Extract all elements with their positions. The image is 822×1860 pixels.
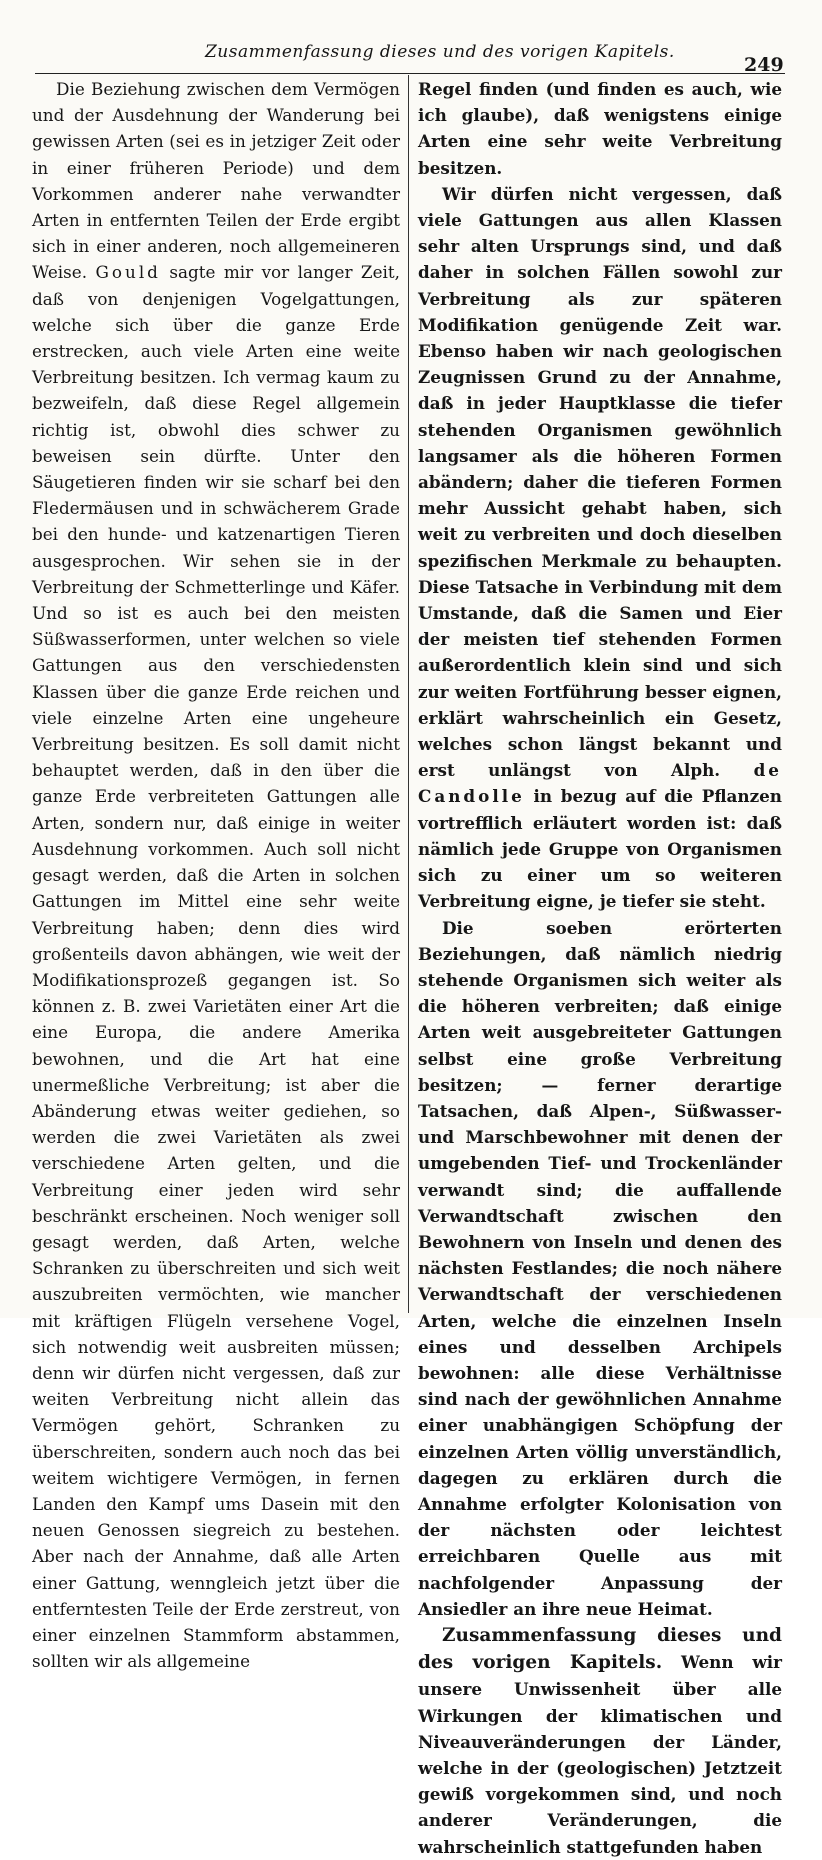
left-column — [32, 76, 400, 1672]
summary-paragraph — [418, 1622, 782, 1860]
summary-text: Wenn wir unsere Unwissenheit über alle Wirkungen der klimatischen und Niveauveränderungen der Länder, welche in der (geologischen) Jetztzeit gewiß vorgekommen sind, und noch anderer Veränderungen, die wahrscheinlich stattgefunden haben — [418, 1652, 783, 1857]
left-paragraph-1 — [32, 76, 400, 1674]
author-name-candolle: de Candolle — [418, 760, 782, 807]
page-number: 249 — [744, 54, 784, 76]
right-paragraph-1: Regel finden (und finden es auch, wie ich glaube), daß wenigstens einige Arten eine sehr weite Verbreitung besitzen. — [418, 79, 782, 178]
author-name-gould: Gould — [95, 262, 161, 283]
left-paragraph-1-text-b: sagte mir vor langer Zeit, daß von denjenigen Vogelgattungen, welche sich über die ganze Erde erstrecken, auch viele Arten eine weite Verbreitung besitzen. Ich vermag kaum zu bezweifeln, daß diese Regel allgemein richtig ist, obwohl dies schwer zu beweisen sein dürfte. Unter den Säugetieren finden wir sie scharf bei den Fledermäusen und in schwächerem Grade bei den hunde- und katzenartigen Tieren ausgesprochen. Wir sehen sie in der Verbreitung der Schmetterlinge und Käfer. Und so ist es auch bei den meisten Süßwasserformen, unter welchen so viele Gattungen aus den verschiedensten Klassen über die ganze Erde reichen und viele einzelne Arten eine ungeheure Verbreitung besitzen. Es soll damit nicht behauptet werden, daß in den über die ganze Erde verbreiteten Gattungen alle Arten, sondern nur, daß einige in weiter Ausdehnung vorkommen. Auch soll nicht gesagt werden, daß die Arten in solchen Gattungen im Mittel eine sehr weite Verbreitung haben; denn dies wird großenteils davon abhängen, wie weit der Modifikationsprozeß gegangen ist. So können z. B. zwei Varietäten einer Art die eine Europa, die andere Amerika bewohnen, und die Art hat eine unermeßliche Verbreitung; ist aber die Abänderung etwas weiter gediehen, so werden die zwei Varietäten als zwei verschiedene Arten gelten, und die Verbreitung einer jeden wird sehr beschränkt erscheinen. Noch weniger soll gesagt werden, daß Arten, welche Schranken zu überschreiten und sich weit auszubreiten vermöchten, wie mancher mit kräftigen Flügeln versehene Vogel, sich notwendig weit ausbreiten müssen; denn wir dürfen nicht vergessen, daß zur weiten Verbreitung nicht allein das Vermögen gehört, Schranken zu überschreiten, sondern auch noch das bei weitem wichtigere Vermögen, in fernen Landen den Kampf ums Dasein mit den neuen Genossen siegreich zu bestehen. Aber nach der Annahme, daß alle Arten einer Gattung, wenngleich jetzt über die entferntesten Teile der Erde zerstreut, von einer einzelnen Stammform abstammen, sollten wir als allgemeine — [32, 262, 400, 1672]
running-head — [0, 40, 822, 76]
right-paragraph-2-text-a: Wir dürfen nicht vergessen, daß viele Gattungen aus allen Klassen sehr alten Ursprungs sind, und daß daher in solchen Fällen sowohl zur Verbreitung als zur späteren Modifikation genügende Zeit war. Ebenso haben wir nach geologischen Zeugnissen Grund zu der Annahme, daß in jeder Hauptklasse die tiefer stehenden Organismen gewöhnlich langsamer als die höheren Formen abändern; daher die tieferen Formen mehr Aussicht gehabt haben, sich weit zu verbreiten und doch dieselben spezifischen Merkmale zu behaupten. Diese Tatsache in Verbindung mit dem Umstande, daß die Samen und Eier der meisten tief stehenden Formen außerordentlich klein sind und sich zur weiten Fortführung besser eignen, erklärt wahrscheinlich ein Gesetz, welches schon längst bekannt und erst unlängst von Alph. — [418, 183, 782, 781]
right-paragraph-2-text-b: in bezug auf die Pflanzen vortrefflich erläutert worden ist: daß nämlich jede Gruppe von Organismen sich zu einer um so weiteren Verbreitung eigne, je tiefer sie steht. — [418, 786, 783, 912]
column-divider — [408, 75, 409, 1313]
left-paragraph-1-text-a: Die Beziehung zwischen dem Vermögen und der Ausdehnung der Wanderung bei gewissen Arten (sei es in jetziger Zeit oder in einer früheren Periode) und dem Vorkommen anderer nahe verwandter Arten in entfernten Teilen der Erde ergibt sich in einer anderen, noch allgemeineren Weise. — [32, 79, 400, 283]
right-paragraph-3: Die soeben erörterten Beziehungen, daß nämlich niedrig stehende Organismen sich weiter als die höheren verbreiten; daß einige Arten weit ausgebreiteter Gattungen selbst eine große Verbreitung besitzen; — ferner derartige Tatsachen, daß Alpen-, Süßwasser- und Marschbewohner mit denen der umgebenden Tief- und Trockenländer verwandt sind; die auffallende Verwandtschaft zwischen den Bewohnern von Inseln und denen des nächsten Festlandes; die noch nähere Verwandtschaft der verschiedenen Arten, welche die einzelnen Inseln eines und desselben Archipels bewohnen: alle diese Verhältnisse sind nach der gewöhnlichen Annahme einer unabhängigen Schöpfung der einzelnen Arten völlig unverständlich, dagegen zu erklären durch die Annahme erfolgter Kolonisation von der nächsten oder leichtest erreichbaren Quelle aus mit nachfolgender Anpassung der Ansiedler an ihre neue Heimat. — [418, 917, 782, 1619]
header-rule — [35, 73, 785, 74]
right-paragraph-2 — [418, 181, 782, 915]
right-column — [418, 76, 783, 1857]
running-title: Zusammenfassung dieses und des vorigen Kapitels. — [205, 42, 675, 62]
section-heading: Zusammenfassung dieses und des vorigen Kapitels. — [418, 1624, 782, 1674]
